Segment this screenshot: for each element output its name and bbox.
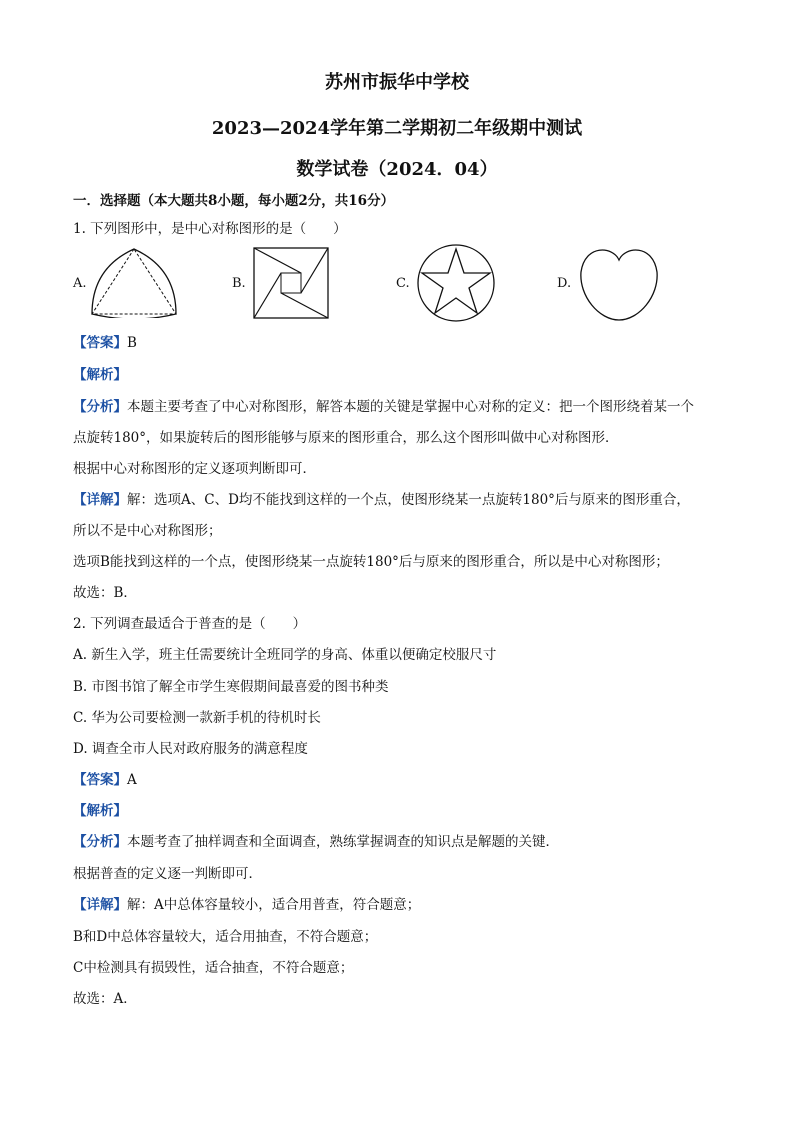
q1-analysis-tag: 【解析】	[73, 367, 127, 383]
star-in-circle-figure	[416, 243, 496, 323]
q2-detail-1	[73, 893, 420, 913]
section-title: 一．选择题（本大题共8小题，每小题2分，共16分）	[73, 193, 395, 209]
q1-fenxi-1	[73, 395, 694, 415]
q1-option-a-label: A.	[73, 276, 87, 291]
q2-detail-3: C中检测具有损毁性，适合抽查，不符合题意；	[73, 960, 354, 976]
detail-tag: 【详解】	[73, 897, 127, 913]
q2-detail-2: B和D中总体容量较大，适合用抽查，不符合题意；	[73, 929, 378, 945]
q2-detail-4: 故选：A．	[73, 991, 137, 1007]
q2-fenxi-text-1: 本题考查了抽样调查和全面调查，熟练掌握调查的知识点是解题的关键．	[127, 834, 559, 850]
q1-detail-3: 选项B能找到这样的一个点，使图形绕某一点旋转180°后与原来的图形重合，所以是中心对称图形；	[73, 554, 669, 570]
fenxi-tag: 【分析】	[73, 834, 127, 850]
q1-option-b-label: B.	[232, 276, 246, 291]
q2-option-a: A. 新生入学，班主任需要统计全班同学的身高、体重以便确定校服尺寸	[73, 647, 497, 663]
answer-tag: 【答案】	[73, 772, 127, 788]
q2-option-b: B. 市图书馆了解全市学生寒假期间最喜爱的图书种类	[73, 679, 389, 695]
q1-detail-2: 所以不是中心对称图形；	[73, 523, 222, 539]
q2-analysis-tag: 【解析】	[73, 803, 127, 819]
q2-option-c: C. 华为公司要检测一款新手机的待机时长	[73, 710, 321, 726]
q2-stem: 2. 下列调查最适合于普查的是（ ）	[73, 616, 307, 632]
q1-answer	[73, 331, 137, 351]
q2-detail-text-1: 解：A中总体容量较小，适合用普查，符合题意；	[127, 897, 421, 913]
q1-detail-1	[73, 488, 690, 508]
q2-answer-value: A	[127, 772, 137, 788]
q1-detail-4: 故选：B．	[73, 585, 137, 601]
q2-fenxi-2: 根据普查的定义逐一判断即可．	[73, 866, 262, 882]
q2-fenxi-1	[73, 830, 559, 850]
q1-answer-value: B	[127, 335, 137, 351]
exam-title: 2023—2024学年第二学期初二年级期中测试	[211, 118, 583, 139]
heart-shape-figure	[577, 244, 661, 322]
school-title: 苏州市振华中学校	[325, 72, 469, 93]
q1-option-d-label: D.	[557, 276, 572, 291]
fenxi-tag: 【分析】	[73, 399, 127, 415]
answer-tag: 【答案】	[73, 335, 127, 351]
q1-fenxi-3: 根据中心对称图形的定义逐项判断即可．	[73, 461, 316, 477]
q2-option-d: D. 调查全市人民对政府服务的满意程度	[73, 741, 308, 757]
detail-tag: 【详解】	[73, 492, 127, 508]
q1-fenxi-text-1: 本题主要考查了中心对称图形，解答本题的关键是掌握中心对称的定义：把一个图形绕着某一个	[127, 399, 694, 415]
q1-option-c-label: C.	[396, 276, 410, 291]
reuleaux-triangle-figure	[88, 246, 180, 318]
q1-stem: 1. 下列图形中，是中心对称图形的是（ ）	[73, 221, 347, 237]
q2-answer	[73, 768, 137, 788]
q1-fenxi-2: 点旋转180°，如果旋转后的图形能够与原来的图形重合，那么这个图形叫做中心对称图形．	[73, 430, 619, 446]
pinwheel-square-figure	[253, 247, 329, 319]
q1-detail-text-1: 解：选项A、C、D均不能找到这样的一个点，使图形绕某一点旋转180°后与原来的图形重合，	[127, 492, 690, 508]
subject-title: 数学试卷（2024．04）	[296, 159, 498, 180]
